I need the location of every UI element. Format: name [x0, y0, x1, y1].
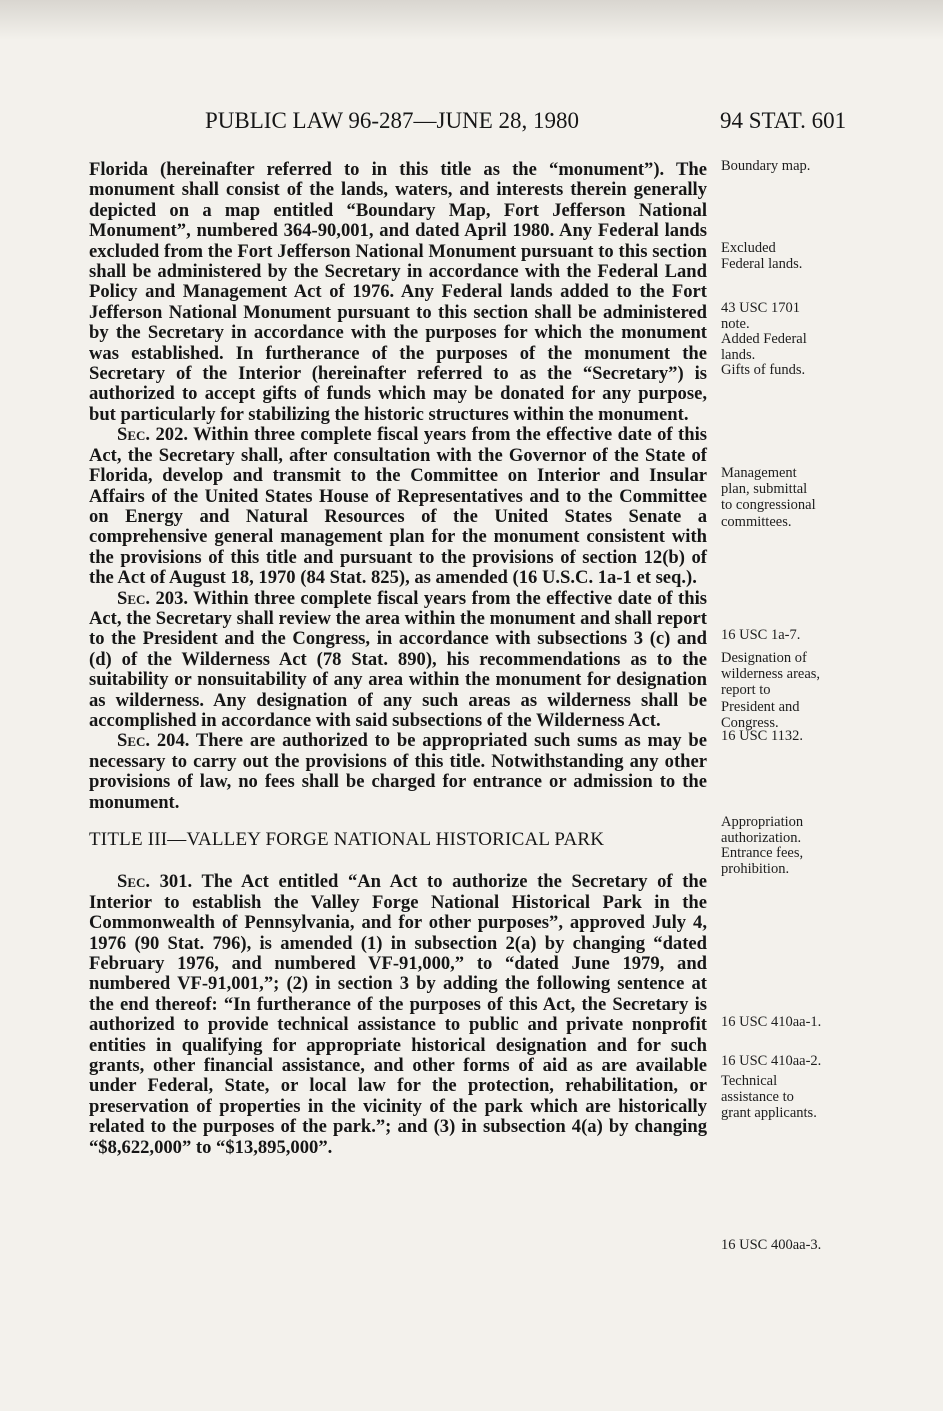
section-text: There are authorized to be appropriated such sums as may be necessary to carry out the provisions of this title. Notwithstanding any other provisions of law, no fees shall be charged for entrance or admission to the monument.	[89, 730, 707, 813]
margin-note: Designation of wilderness areas, report to President and Congress.	[721, 650, 821, 731]
section-204	[89, 731, 707, 813]
law-citation: PUBLIC LAW 96-287—JUNE 28, 1980	[205, 108, 580, 133]
statute-page: 94 STAT. 601	[720, 108, 847, 133]
margin-note: 16 USC 400aa-3.	[721, 1237, 822, 1253]
title-iii-heading: TITLE III—VALLEY FORGE NATIONAL HISTORICAL PARK	[89, 829, 605, 850]
margin-note: Added Federal lands.	[721, 331, 807, 364]
margin-note: Appropriation authorization.	[721, 814, 804, 847]
section-label: Sec. 203.	[117, 587, 189, 609]
section-202	[89, 425, 707, 588]
section-label: Sec. 204.	[117, 730, 190, 752]
margin-note: Gifts of funds.	[721, 362, 806, 378]
margin-note: 16 USC 410aa-1.	[721, 1014, 822, 1030]
section-301	[89, 872, 707, 1158]
margin-note: 16 USC 1132.	[721, 728, 804, 744]
margin-note: Entrance fees, prohibition.	[721, 845, 804, 878]
section-label: Sec. 202.	[117, 424, 189, 446]
page-header	[88, 108, 868, 148]
paragraph-monument: Florida (hereinafter referred to in this title as the “monument”). The monument shall consist of the lands, waters, and interests therein generally depicted on a map entitled “Boundary Map, Fort Jefferson National Monument”, numbered 364-90,001, and dated April 1980. Any Federal lands excluded from the Fort Jefferson National Monument pursuant to this section shall be administered by the Secretary in accordance with the Federal Land Policy and Management Act of 1976. Any Federal lands added to the Fort Jefferson National Monument pursuant to this section shall be administered by the Secretary in accordance with the purposes for which the monument was established. In furtherance of the purposes of the monument the Secretary of the Interior (hereinafter referred to as the “Secretary”) is authorized to accept gifts of funds which may be donated for any purpose, but particularly for stabilizing the historic structures within the monument.	[89, 159, 707, 425]
section-203	[89, 589, 707, 732]
margin-note: Management plan, submittal to congressional committees.	[721, 465, 816, 530]
section-text: Within three complete fiscal years from the effective date of this Act, the Secretary shall, after consultation with the Governor of the State of Florida, develop and transmit to the Committee on Interior and Insular Affairs of the United States House of Representatives and to the Committee on Energy and Natural Resources of the United States Senate a comprehensive general management plan for the monument consistent with the provisions of this title and pursuant to the provisions of section 12(b) of the Act of August 18, 1970 (84 Stat. 825), as amended (16 U.S.C. 1a-1 et seq.).	[89, 424, 707, 589]
scan-shadow	[0, 0, 943, 40]
main-text	[89, 160, 707, 1158]
margin-note: Excluded Federal lands.	[721, 240, 803, 273]
section-text: Within three complete fiscal years from the effective date of this Act, the Secretary shall review the area within the monument and shall report to the President and the Congress, in accordance with subsections 3 (c) and (d) of the Wilderness Act (78 Stat. 890), his recommendations as to the suitability or nonsuitability of any area within the monument for designation as wilderness. Any designation of any such areas as wilderness shall be accomplished in accordance with said subsections of the Wilderness Act.	[89, 587, 707, 731]
margin-note: Boundary map.	[721, 158, 811, 174]
section-label: Sec. 301.	[117, 871, 193, 893]
margin-note: Technical assistance to grant applicants.	[721, 1073, 817, 1122]
margin-note: 43 USC 1701 note.	[721, 300, 800, 333]
margin-note: 16 USC 410aa-2.	[721, 1053, 822, 1069]
margin-note: 16 USC 1a-7.	[721, 627, 801, 643]
section-text: The Act entitled “An Act to authorize the Secretary of the Interior to establish the Valley Forge National Historical Park in the Commonwealth of Pennsylvania, and for other purposes”, approved July 4, 1976 (90 Stat. 796), is amended (1) in subsection 2(a) by changing “dated February 1976, and numbered VF-91,000,” to “dated June 1979, and numbered VF-91,001,”; (2) in section 3 by adding the following sentence at the end thereof: “In furtherance of the purposes of this Act, the Secretary is authorized to provide technical assistance to public and private nonprofit entities in qualifying for appropriate historical designation and for such grants, other financial assistance, and other forms of aid as are available under Federal, State, or local law for the protection, rehabilitation, or preservation of properties in the vicinity of the park which are historically related to the purposes of the park.”; and (3) in subsection 4(a) by changing “$8,622,000” to “$13,895,000”.	[89, 871, 707, 1158]
